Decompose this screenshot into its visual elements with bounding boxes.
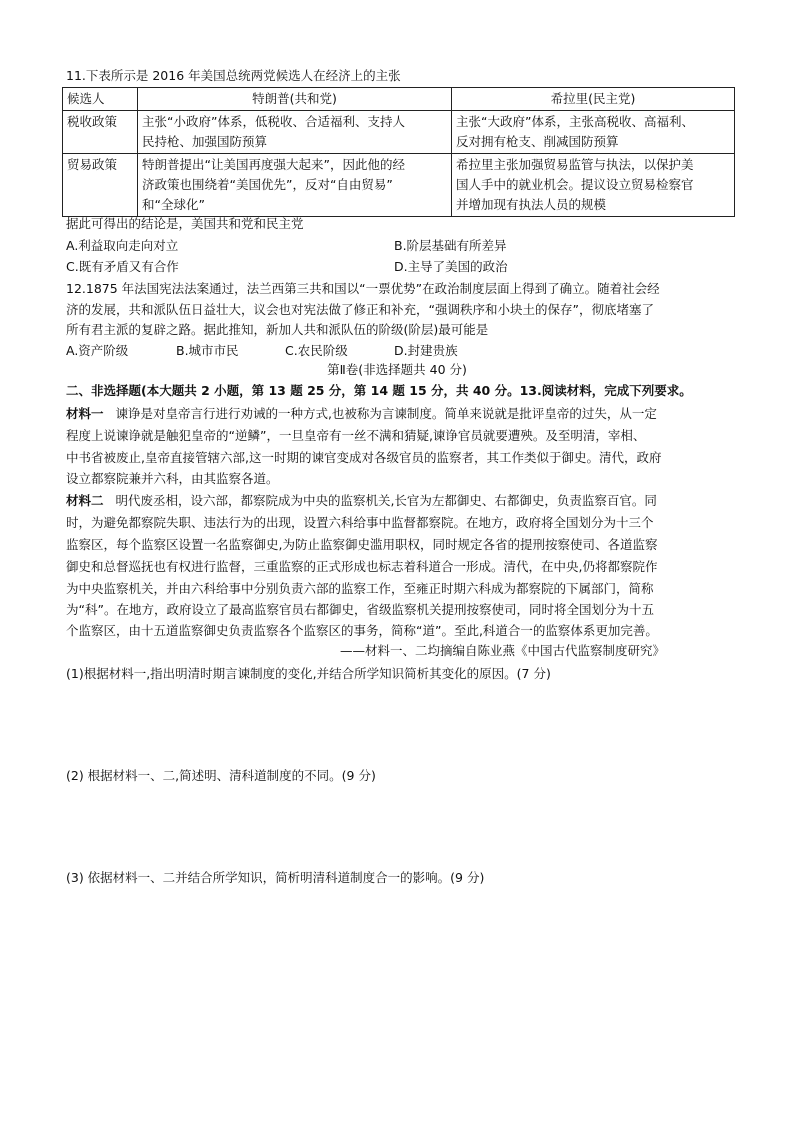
material2-line-5: 为中央监察机关，并由六科给事中分别负责六部的监察工作，至雍正时期六科成为都察院的下属部门，简称	[66, 581, 654, 596]
row-label-trade: 贸易政策	[63, 154, 138, 217]
cell-line: 希拉里主张加强贸易监管与执法，以保护美	[456, 157, 694, 172]
q12-option-b: B.城市市民	[176, 343, 239, 358]
table-header-trump: 特朗普(共和党)	[138, 88, 452, 111]
cell-trump-trade	[138, 154, 452, 217]
table-header-row	[63, 88, 735, 111]
cell-line: 反对拥有枪支、削减国防预算	[456, 134, 619, 149]
candidate-policy-table	[62, 87, 735, 217]
cell-line: 并增加现有执法人员的规模	[456, 197, 607, 212]
cell-line: 主张“大政府”体系，主张高税收、高福利、	[456, 114, 694, 129]
q11-option-a: A.利益取向走向对立	[66, 238, 179, 253]
question-1: (1)根据材料一,指出明清时期言谏制度的变化,并结合所学知识简析其变化的原因。(7 分)	[66, 666, 551, 681]
material2-text: 明代废丞相，设六部，都察院成为中央的监察机关,长官为左都御史、右都御史，负责监察百官。同	[115, 493, 657, 508]
material2-line-3: 监察区，每个监察区设置一名监察御史,为防止监察御史滥用职权，同时规定各省的提刑按察使司、各道监察	[66, 537, 658, 552]
cell-clinton-tax	[452, 111, 735, 154]
question-2: (2) 根据材料一、二,简述明、清科道制度的不同。(9 分)	[66, 768, 376, 783]
q11-option-c: C.既有矛盾又有合作	[66, 259, 179, 274]
material2-line-6: 为“科”。在地方，政府设立了最高监察官员右都御史，省级监察机关提刑按察使司，同时将全国划分为十五	[66, 602, 654, 617]
material2-line-1	[66, 490, 657, 511]
material1-text: 谏诤是对皇帝言行进行劝诫的一种方式,也被称为言谏制度。简单来说就是批评皇帝的过失，从一定	[115, 406, 657, 421]
material2-line-4: 御史和总督巡抚也有权进行监督，三重监察的正式形成也标志着科道合一形成。清代，在中央,仍将都察院作	[66, 559, 658, 574]
q12-line-1: 12.1875 年法国宪法法案通过，法兰西第三共和国以“一票优势”在政治制度层面上得到了确立。随着社会经	[66, 281, 660, 296]
material-source: ——材料一、二均摘编自陈业燕《中国古代监察制度研究》	[340, 643, 666, 658]
q12-option-d: D.封建贵族	[394, 343, 458, 358]
cell-line: 国人手中的就业机会。提议设立贸易检察官	[456, 177, 694, 192]
material1-line-4: 设立都察院兼并六科，由其监察各道。	[66, 471, 279, 486]
q12-line-3: 所有君主派的复辟之路。据此推知，新加人共和派队伍的阶级(阶层)最可能是	[66, 322, 489, 337]
row-label-tax: 税收政策	[63, 111, 138, 154]
cell-line: 和“全球化”	[142, 197, 205, 212]
cell-line: 济政策也围绕着“美国优先”，反对“自由贸易”	[142, 177, 393, 192]
material1-label: 材料一	[66, 406, 104, 421]
q12-line-2: 济的发展，共和派队伍日益壮大，议会也对宪法做了修正和补充，“强调秩序和小块土的保存”，彻底堵塞了	[66, 302, 654, 317]
cell-line: 民持枪、加强国防预算	[142, 134, 268, 149]
table-header-clinton: 希拉里(民主党)	[452, 88, 735, 111]
material1-line-3: 中书省被废止,皇帝直接管辖六部,这一时期的谏官变成对各级官员的监察者，其工作类似于御史。清代，政府	[66, 450, 662, 465]
part2-heading: 二、非选择题(本大题共 2 小题，第 13 题 25 分，第 14 题 15 分，共 40 分。13.阅读材料，完成下列要求。	[66, 383, 692, 398]
cell-clinton-trade	[452, 154, 735, 217]
q12-option-a: A.资产阶级	[66, 343, 129, 358]
q11-conclusion: 据此可得出的结论是，美国共和党和民主党	[66, 216, 304, 231]
material1-line-1	[66, 403, 657, 424]
material2-label: 材料二	[66, 493, 104, 508]
material1-line-2: 程度上说谏诤就是触犯皇帝的“逆鳞”，一旦皇帝有一丝不满和猜疑,谏诤官员就要遭殃。及至明清，宰相、	[66, 428, 646, 443]
q12-option-c: C.农民阶级	[285, 343, 348, 358]
q11-stem: 11.下表所示是 2016 年美国总统两党候选人在经济上的主张	[66, 68, 401, 83]
q11-option-b: B.阶层基础有所差异	[394, 238, 507, 253]
question-3: (3) 依据材料一、二并结合所学知识，简析明清科道制度合一的影响。(9 分)	[66, 870, 485, 885]
q11-option-d: D.主导了美国的政治	[394, 259, 508, 274]
material2-line-2: 时，为避免都察院失职、违法行为的出现，设置六科给事中监督都察院。在地方，政府将全国划分为十三个	[66, 515, 654, 530]
material2-line-7: 个监察区，由十五道监察御史负责监察各个监察区的事务，简称“道”。至此,科道合一的监察体系更加完善。	[66, 623, 658, 638]
cell-trump-tax	[138, 111, 452, 154]
table-header-candidate: 候选人	[63, 88, 138, 111]
part2-title: 第Ⅱ卷(非选择题共 40 分)	[327, 362, 467, 377]
table-row-trade	[63, 154, 735, 217]
cell-line: 特朗普提出“让美国再度强大起来”，因此他的经	[142, 157, 405, 172]
cell-line: 主张“小政府”体系，低税收、合适福利、支持人	[142, 114, 405, 129]
table-row-tax	[63, 111, 735, 154]
